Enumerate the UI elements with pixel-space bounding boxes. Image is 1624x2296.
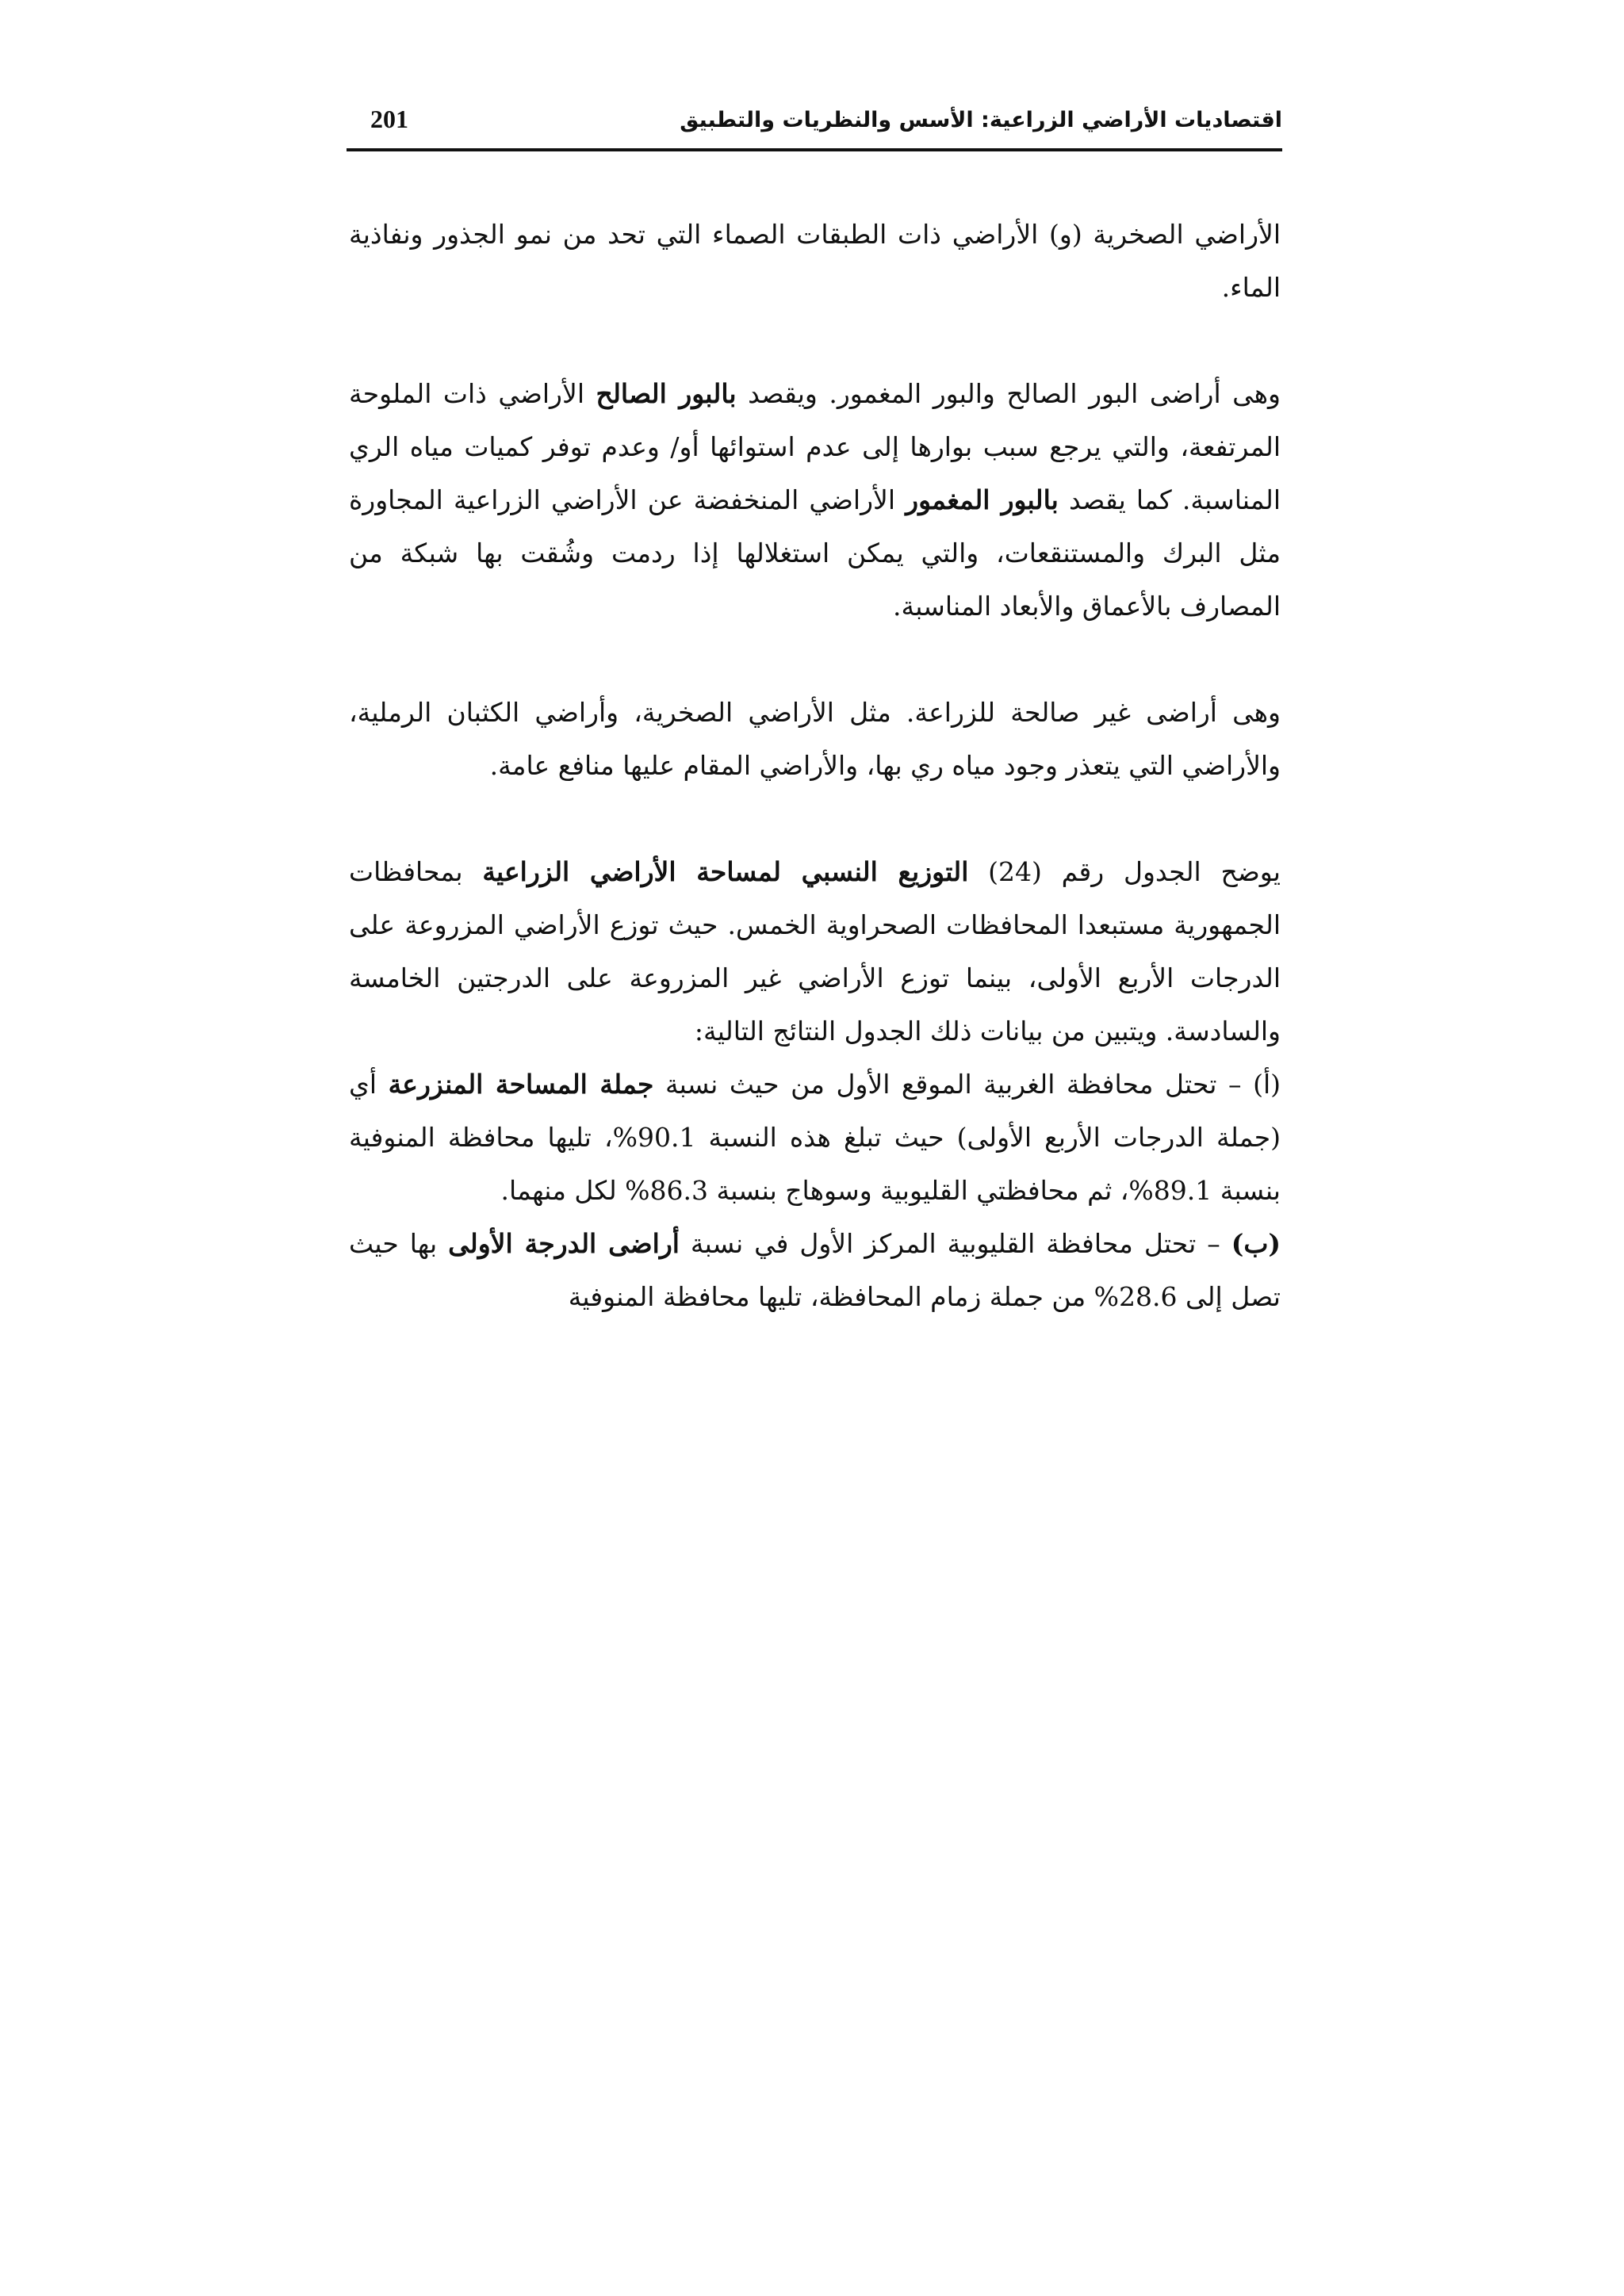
list-item-a-segment-1: (أ) – تحتل محافظة الغربية الموقع الأول من حيث نسبة [653, 1069, 1281, 1100]
paragraph-2-segment-5: الأراضي المنخفضة عن الأراضي الزراعية المجاورة مثل البرك والمستنقعات، والتي يمكن استغلالها إذا ردمت وشُقت بها شبكة من المصارف بالأعماق والأبعاد المناسبة. [349, 484, 1281, 622]
paragraph-4 [349, 845, 1281, 1058]
list-item-a-segment-3: أي (جملة الدرجات الأربع الأولى) حيث تبلغ هذه النسبة 90.1%، تليها محافظة المنوفية بنسبة 89.1%، ثم محافظتي القليوبية وسوهاج بنسبة 86.3% لكل منهما. [349, 1069, 1281, 1206]
paragraph-3-segment-1: وهى أراضى غير صالحة للزراعة. مثل الأراضي الصخرية، وأراضي الكثبان الرملية، والأراضي التي يتعذر وجود مياه ري بها، والأراضي المقام عليها منافع عامة. [349, 697, 1281, 781]
list-item-a [349, 1058, 1281, 1217]
term-relative-distribution: التوزيع النسبي لمساحة الأراضي الزراعية [482, 856, 969, 887]
list-item-b-marker: (ب) [1231, 1228, 1281, 1259]
term-bour-saleh: بالبور الصالح [596, 378, 737, 409]
running-title: اقتصاديات الأراضي الزراعية: الأسس والنظريات والتطبيق [680, 108, 1282, 132]
paragraph-2-segment-1: وهى أراضى البور الصالح والبور المغمور. ويقصد [736, 378, 1281, 409]
paragraph-2 [349, 367, 1281, 633]
paragraph-1 [349, 208, 1281, 314]
page-header [347, 101, 1282, 149]
paragraph-2-segment-3: الأراضي ذات الملوحة المرتفعة، والتي يرجع سبب بوارها إلى عدم استوائها أو/ وعدم توفر كميات مياه الري المناسبة. كما يقصد [349, 378, 1281, 515]
paragraph-4-segment-1: يوضح الجدول رقم (24) [968, 856, 1281, 887]
header-rule [347, 148, 1282, 151]
term-bour-maghmour: بالبور المغمور [906, 484, 1059, 515]
paragraph-3 [349, 686, 1281, 792]
paragraph-1-segment-1: الأراضي الصخرية (و) الأراضي ذات الطبقات الصماء التي تحد من نمو الجذور ونفاذية الماء. [349, 219, 1281, 303]
list-item-b [349, 1217, 1281, 1323]
list-item-b-segment-2: – تحتل محافظة القليوبية المركز الأول في نسبة [679, 1228, 1231, 1259]
paragraph-4-segment-3: بمحافظات الجمهورية مستبعدا المحافظات الصحراوية الخمس. حيث توزع الأراضي المزروعة على الدرجات الأربع الأولى، بينما توزع الأراضي غير المزروعة على الدرجتين الخامسة والسادسة. ويتبين من بيانات ذلك الجدول النتائج التالية: [349, 856, 1281, 1047]
term-first-degree-lands: أراضى الدرجة الأولى [448, 1228, 680, 1259]
page-number: 201 [370, 105, 408, 133]
body-text [349, 208, 1281, 1323]
list-item-b-segment-4: بها حيث تصل إلى 28.6% من جملة زمام المحافظة، تليها محافظة المنوفية [349, 1228, 1281, 1312]
term-total-cultivated-area: جملة المساحة المنزرعة [388, 1069, 654, 1100]
